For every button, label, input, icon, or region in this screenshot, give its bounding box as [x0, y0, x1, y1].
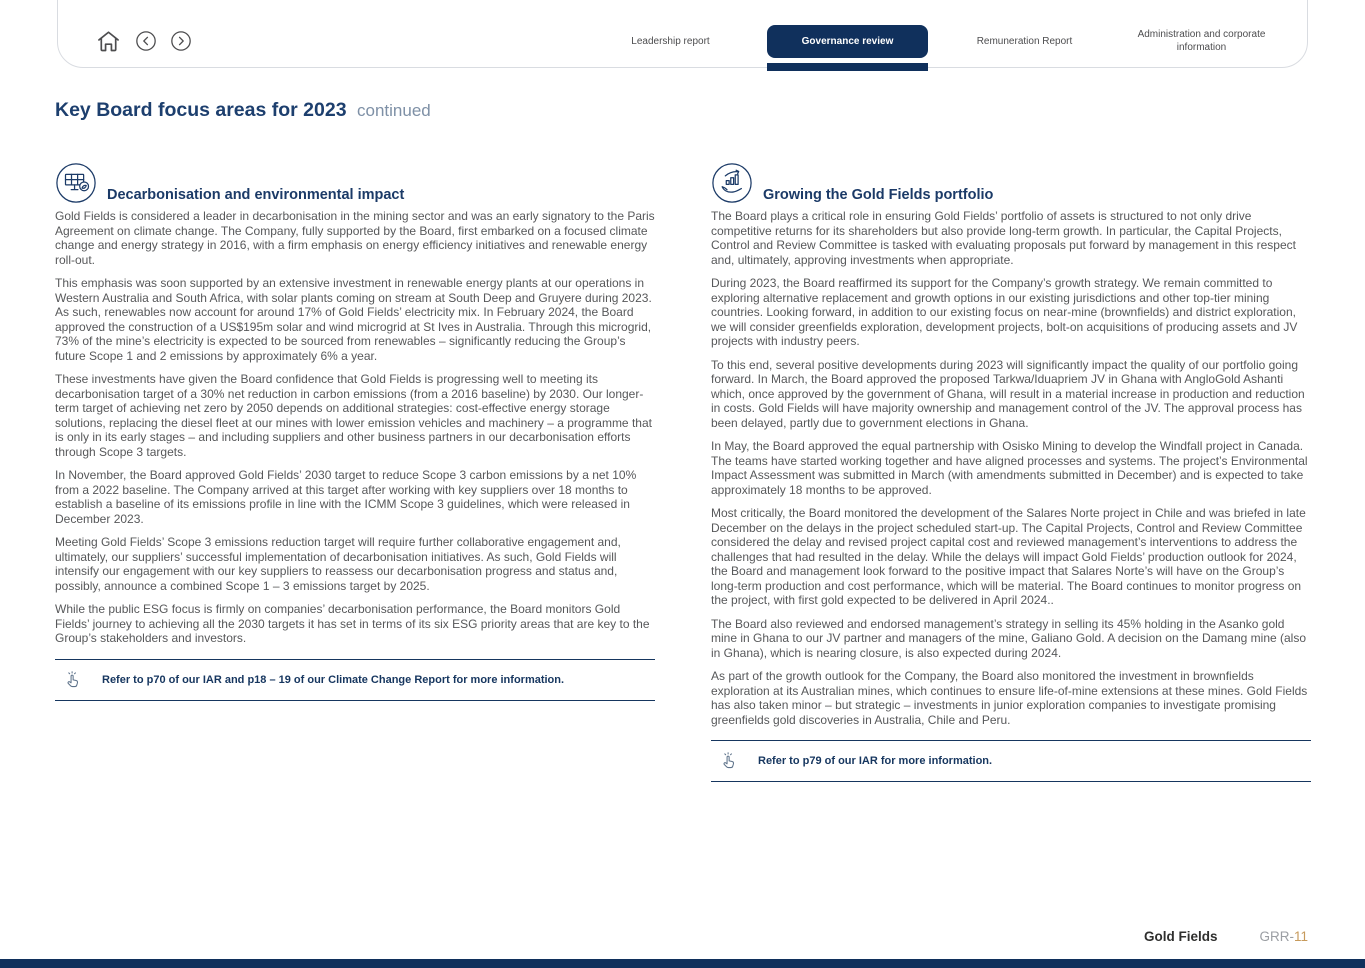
paragraph: Meeting Gold Fields’ Scope 3 emissions reduction target will require further collaborative engagement and, ultimately, our suppliers’ successful implementation of decarbonisation initiatives. As such, Gold Fields will intensify our engagement with our key suppliers to reassess our decarbonisation progress and status and, possibly, announce a combined Scope 1 – 3 emissions target by 2025. — [55, 535, 621, 593]
pointer-hand-icon — [719, 750, 738, 772]
paragraph: As part of the growth outlook for the Company, the Board also monitored the investment in brownfields exploration at its Australian mines, which continues to ensure life-of-mine extensions at these mines. Gold Fields has also taken minor – but strategic – investments in junior exploration companies to investigate promising greenfields gold discoveries in Australia, Chile and Peru. — [711, 669, 1308, 727]
back-button-icon[interactable] — [135, 30, 157, 52]
paragraph: Gold Fields is considered a leader in decarbonisation in the mining sector and was an early signatory to the Paris Agreement on climate change. The Company, fully supported by the Board, first embarked on a focused climate change and energy strategy in 2016, with a firm emphasis on energy efficiency initiatives and renewable energy roll-out. — [55, 209, 655, 267]
home-icon[interactable] — [95, 28, 122, 55]
section-head-portfolio — [711, 162, 1311, 204]
tab-remuneration-report[interactable]: Remuneration Report — [976, 35, 1073, 47]
footer-brand: Gold Fields — [1143, 929, 1218, 944]
page-footer — [1144, 929, 1308, 944]
hand-growth-chart-icon — [711, 162, 753, 204]
page-title-main: Key Board focus areas for 2023 — [55, 99, 347, 121]
paragraph: This emphasis was soon supported by an extensive investment in renewable energy plants at our operations in Western Australia and South Africa, with solar plants coming on stream at South Deep and Gruyere during 2023. As such, renewables now account for around 17% of Gold Fields’ electricity mix. In February 2024, the Board approved the construction of a US$195m solar and wind microgrid at St Ives in Australia. Through this microgrid, 73% of the mine’s electricity is expected to be sourced from renewables – significantly reducing the Group’s future Scope 1 and 2 emissions by approximately 6% a year. — [55, 276, 652, 363]
section-decarbonisation — [55, 162, 655, 782]
tab-governance-review[interactable]: Governance review — [767, 25, 928, 58]
paragraph: To this end, several positive developments during 2023 will significantly impact the quality of our portfolio going forward. In March, the Board approved the proposed Tarkwa/Iduapriem JV in Ghana with AngloGold Ashanti which, once approved by the government of Ghana, will result in a material increase in production and reduction in costs. Gold Fields will have majority ownership and management control of the JV. The approval process has been delayed, partly due to government elections in Ghana. — [711, 357, 1305, 430]
forward-button-icon[interactable] — [170, 30, 192, 52]
paragraph: Most critically, the Board monitored the development of the Salares Norte project in Chile and was briefed in late December on the delays in the project scheduled start-up. The Capital Projects, Control and Review Committee considered the delay and revised project capital cost and reviewed management’s interventions to address the challenges that had resulted in the delay. While the delays will impact Gold Fields’ production outlook for 2024, the Board and management look forward to the positive impact that Salares Norte’s will have on the Group’s long-term production and cost performance, which will be material. The Board continues to monitor progress on the project, with first gold expected to be delivered in April 2024.. — [711, 506, 1306, 607]
reference-text: Refer to p79 of our IAR for more information. — [758, 755, 993, 767]
section-heading: Decarbonisation and environmental impact — [107, 187, 405, 203]
paragraph: While the public ESG focus is firmly on companies’ decarbonisation performance, the Board monitors Gold Fields’ journey to achieving all the 2030 targets it has set in terms of its six ESG priority areas that are key to the Group’s stakeholders and investors. — [55, 602, 650, 645]
paragraph: In May, the Board approved the equal partnership with Osisko Mining to develop the Windfall project in Canada. The teams have started working together and have aligned processes and systems. The project’s Environmental Impact Assessment was submitted in March (with amendments submitted in December) and is expected to take approximately 18 months to be approved. — [711, 439, 1308, 497]
tab-leadership-report[interactable]: Leadership report — [631, 35, 710, 47]
paragraph: During 2023, the Board reaffirmed its support for the Company’s growth strategy. We remain committed to exploring alternative replacement and growth options in our existing jurisdictions and other top-tier mining countries. Looking forward, in addition to our existing focus on near-mine (brownfields) and district exploration, we will consider greenfields exploration, development projects, bolt-on acquisitions of producing assets and JV projects with industry peers. — [711, 276, 1298, 348]
bottom-accent-bar — [0, 959, 1365, 968]
section-heading: Growing the Gold Fields portfolio — [763, 187, 994, 203]
page-title-suffix: continued — [357, 101, 431, 120]
footer-page-reference — [1259, 929, 1308, 944]
page-title — [55, 99, 431, 122]
footer-page-number: 11 — [1293, 929, 1308, 944]
reference-link-iar[interactable] — [711, 740, 1311, 782]
reference-text: Refer to p70 of our IAR and p18 – 19 of our Climate Change Report for more information. — [102, 673, 565, 686]
paragraph: The Board plays a critical role in ensuring Gold Fields’ portfolio of assets is structured to not only drive competitive returns for its shareholders but also provide long-term growth. In particular, the Capital Projects, Control and Review Committee is tasked with evaluating proposals put forward by management in this respect and, ultimately, approving investments when appropriate. — [711, 209, 1296, 267]
header-nav-icons — [57, 28, 192, 55]
paragraph: In November, the Board approved Gold Fields’ 2030 target to reduce Scope 3 carbon emissions by a net 10% from a 2022 baseline. The Company arrived at this target after working with key suppliers over 18 months to establish a baseline of its emissions profile in line with the ICMM Scope 3 guidelines, which were released in December 2023. — [55, 468, 637, 526]
content-columns — [55, 162, 1311, 782]
header — [57, 14, 1308, 68]
section-head-decarbonisation — [55, 162, 655, 204]
tab-administration-information[interactable]: Administration and corporate information — [1137, 29, 1266, 53]
section-portfolio-growth — [711, 162, 1311, 782]
solar-panel-leaf-icon — [55, 162, 97, 204]
paragraph: These investments have given the Board confidence that Gold Fields is progressing well to meeting its decarbonisation target of a 30% net reduction in carbon emissions (from a 2016 baseline) by 2030. Our longer-term target of achieving net zero by 2050 depends on additional strategies: cost-effective energy storage solutions, replacing the diesel fleet at our mines with lower emission vehicles and machinery – a programme that is only in its early stages – and including suppliers and other business partners in our decarbonisation efforts through Scope 3 targets. — [55, 372, 652, 459]
header-nav-tabs — [582, 25, 1308, 58]
paragraph: The Board also reviewed and endorsed management’s strategy in selling its 45% holding in the Asanko gold mine in Ghana to our JV partner and managers of the mine, Galiano Gold. A decision on the Damang mine (also in Ghana), which is nearing closure, is also expected during 2024. — [711, 616, 1307, 660]
reference-link-climate[interactable] — [55, 659, 655, 701]
pointer-hand-icon — [63, 669, 82, 691]
footer-page-label: GRR- — [1259, 929, 1294, 944]
